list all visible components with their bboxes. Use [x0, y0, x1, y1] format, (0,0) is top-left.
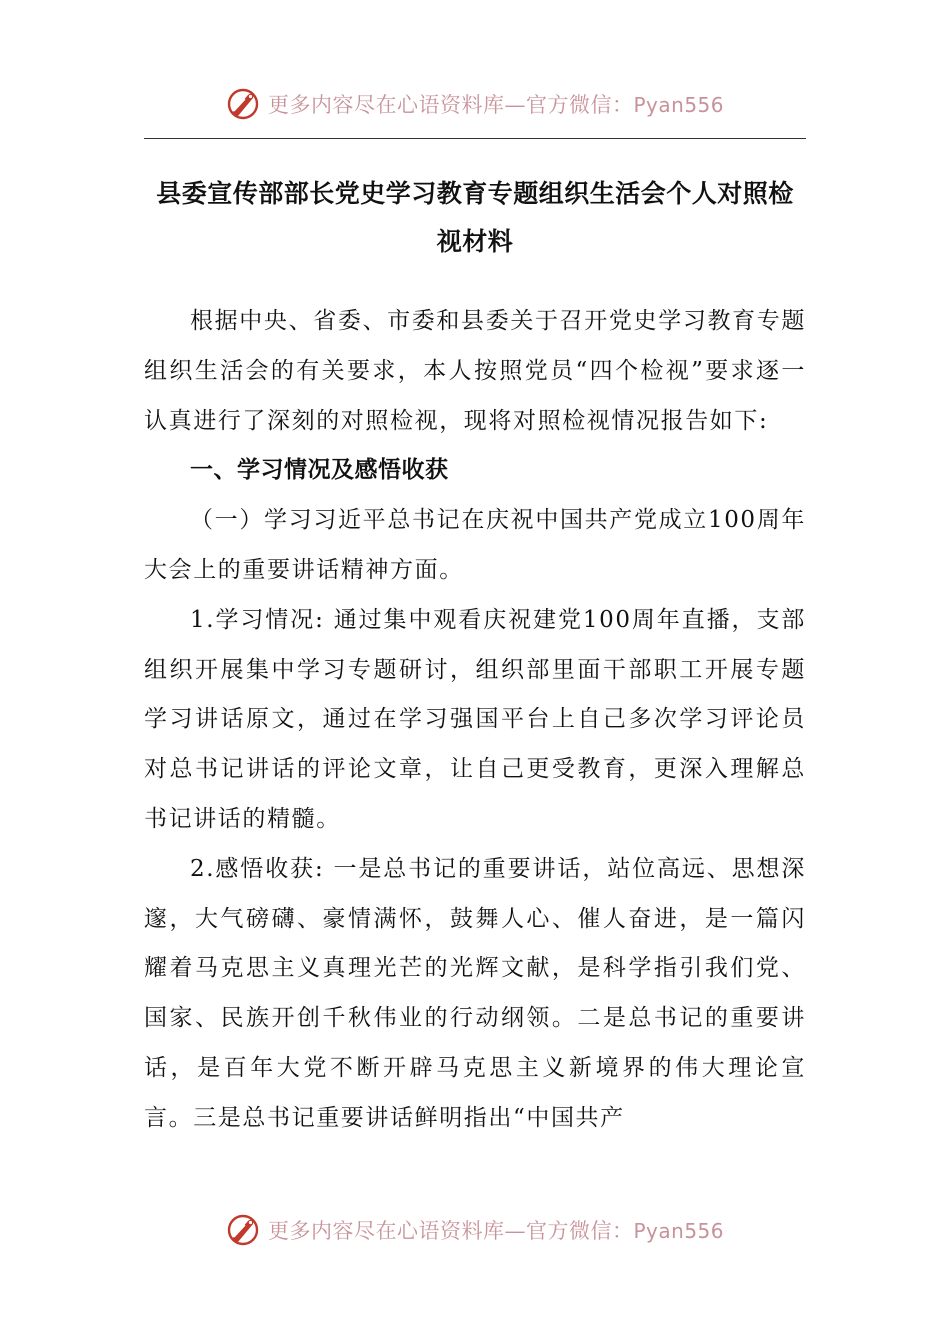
insights-paragraph: 2.感悟收获: 一是总书记的重要讲话，站位高远、思想深邃，大气磅礴、豪情满怀，鼓舞人心、催人奋进，是一篇闪耀着马克思主义真理光芒的光辉文献，是科学指引我们党、国家、民族开创千秋伟业的行动纲领。二是总书记的重要讲话，是百年大党不断开辟马克思主义新境界的伟大理论宣言。三是总书记重要讲话鲜明指出“中国共产 [144, 855, 806, 1131]
subsection-heading: （一）学习习近平总书记在庆祝中国共产党成立100周年大会上的重要讲话精神方面。 [144, 507, 806, 583]
watermark-text [268, 89, 724, 119]
watermark-caption: 更多内容尽在心语资料库—官方微信： [267, 93, 634, 117]
footer-watermark-banner [0, 1208, 950, 1252]
watermark-caption: 更多内容尽在心语资料库—官方微信： [267, 1219, 634, 1243]
section-heading: 一、学习情况及感悟收获 [190, 457, 449, 484]
study-situation-paragraph: 1.学习情况: 通过集中观看庆祝建党100周年直播，支部组织开展集中学习专题研讨，组织部里面干部职工开展专题学习讲话原文，通过在学习强国平台上自己多次学习评论员对总书记讲话的评论文章，让自己更受教育，更深入理解总书记讲话的精髓。 [144, 606, 806, 832]
pen-logo-icon [226, 87, 260, 121]
header-watermark-banner [0, 82, 950, 126]
watermark-handle: Pyan556 [633, 1219, 724, 1243]
watermark-text [268, 1215, 724, 1245]
document-title: 县委宣传部部长党史学习教育专题组织生活会个人对照检视材料 [156, 179, 794, 256]
intro-paragraph: 根据中央、省委、市委和县委关于召开党史学习教育专题组织生活会的有关要求，本人按照党员“四个检视”要求逐一认真进行了深刻的对照检视，现将对照检视情况报告如下: [144, 308, 806, 434]
header-divider [144, 138, 806, 139]
pen-logo-icon [226, 1213, 260, 1247]
document-body [144, 297, 806, 1144]
watermark-handle: Pyan556 [633, 93, 724, 117]
